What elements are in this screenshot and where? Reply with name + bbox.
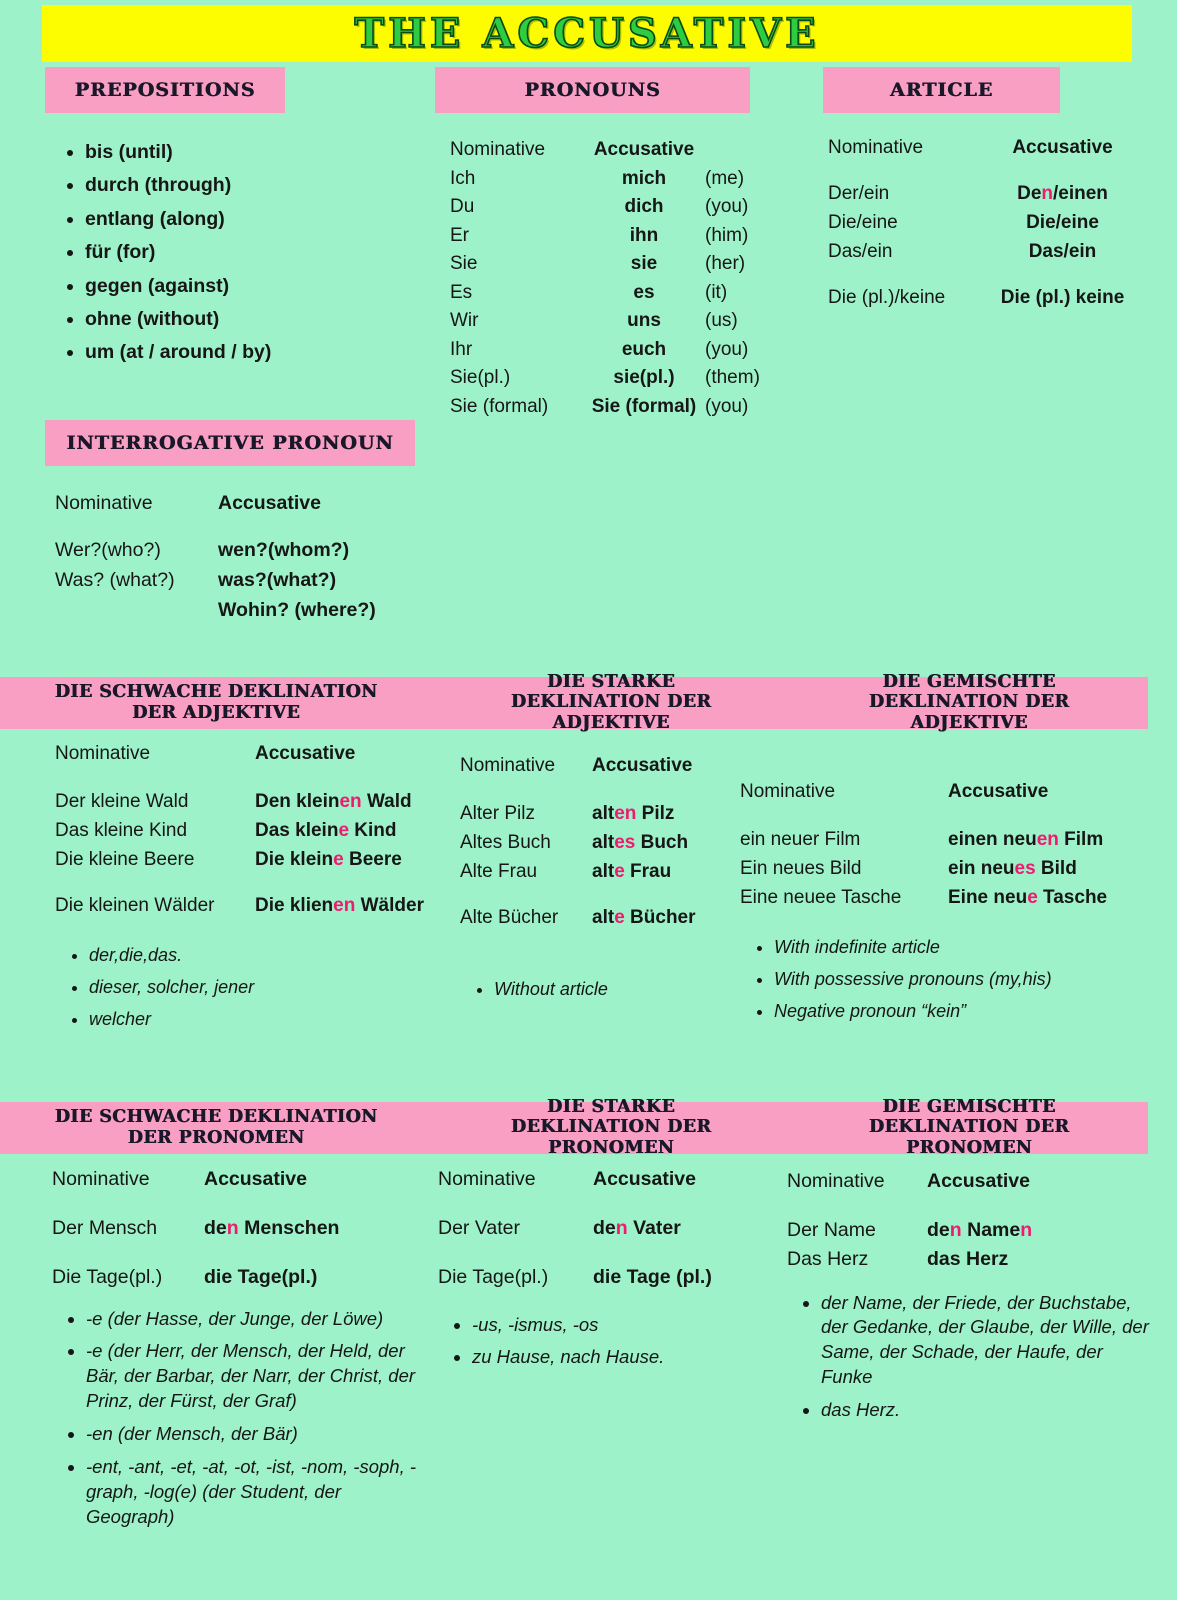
table-header-row (55, 492, 435, 515)
nominative-cell: Die Tage(pl.) (438, 1265, 549, 1288)
note-item: • -en (der Mensch, der Bär) (86, 1422, 430, 1447)
english-gloss-cell: (me) (705, 167, 745, 189)
english-gloss-cell: (you) (705, 338, 749, 360)
interrogative-pronoun-table (45, 492, 435, 622)
table-row (450, 196, 823, 218)
nominative-cell: Altes Buch (460, 831, 551, 853)
preposition-item: • durch (through) (85, 173, 309, 197)
accusative-cell: dich (624, 196, 664, 217)
note-item: • -e (der Hasse, der Junge, der Löwe) (86, 1307, 430, 1332)
accusative-cell: das Herz (927, 1247, 1009, 1270)
english-gloss-cell: (her) (705, 253, 746, 274)
table-row (450, 282, 823, 304)
weak-adjective-declension-header: DIE SCHWACHE DEKLINATION DER ADJEKTIVE (0, 677, 432, 729)
adjective-declension-band (0, 671, 1177, 733)
nominative-cell: Das Herz (787, 1247, 869, 1270)
note-item: • welcher (89, 1007, 430, 1031)
nominative-cell: Die kleinen Wälder (55, 894, 215, 916)
strong-noun-column (430, 1154, 775, 1539)
prepositions-column (0, 67, 435, 629)
table-row (55, 849, 430, 871)
table-row (52, 1266, 430, 1289)
nominative-column-label: Nominative (55, 742, 151, 764)
strong-noun-table (438, 1168, 775, 1289)
nominative-cell: Sie (450, 253, 478, 274)
table-header-row (787, 1170, 1149, 1193)
accusative-cell: Eine neue Tasche (948, 886, 1108, 908)
weak-noun-table (52, 1168, 430, 1289)
table-row (450, 225, 823, 247)
table-row (450, 168, 823, 190)
nominative-cell: Ich (450, 167, 476, 189)
note-item: • -ent, -ant, -et, -at, -ot, -ist, -nom, -soph, -graph, -log(e) (der Student, der Geograph) (86, 1455, 430, 1530)
note-item: • das Herz. (821, 1398, 1149, 1423)
nominative-cell: Er (450, 224, 469, 246)
nominative-column-label: Nominative (438, 1167, 536, 1190)
note-item: • -e (der Herr, der Mensch, der Held, der Bär, der Barbar, der Narr, der Christ, der Prinz, der Fürst, der Graf) (86, 1339, 430, 1414)
nominative-cell: Wer?(who?) (55, 538, 161, 561)
nominative-column-label: Nominative (740, 780, 836, 802)
english-gloss-cell: (him) (705, 224, 749, 246)
pronouns-table (435, 139, 823, 418)
accusative-cell: was?(what?) (218, 568, 337, 591)
table-row (460, 861, 730, 883)
title-banner (42, 5, 1132, 62)
pronouns-column (435, 67, 823, 629)
nominative-cell: Die Tage(pl.) (52, 1265, 163, 1288)
accusative-cell: euch (621, 338, 667, 360)
table-row (460, 803, 730, 825)
nominative-cell: Der Name (787, 1218, 876, 1241)
accusative-column-label: Accusative (218, 491, 321, 514)
table-row (55, 569, 435, 592)
nominative-cell: Alter Pilz (460, 802, 535, 824)
nominative-cell: Alte Bücher (460, 906, 559, 928)
mixed-noun-notes (799, 1291, 1149, 1424)
english-gloss-cell: (it) (705, 281, 728, 303)
table-row (438, 1266, 775, 1289)
accusative-cell: altes Buch (592, 831, 689, 853)
accusative-cell: die Tage(pl.) (204, 1265, 318, 1288)
accusative-cell: den Namen (927, 1218, 1033, 1241)
nominative-cell: Der kleine Wald (55, 790, 189, 812)
table-row (828, 212, 1147, 234)
accusative-cell: wen?(whom?) (218, 538, 350, 561)
table-row (450, 310, 823, 332)
mixed-noun-table (787, 1170, 1149, 1271)
preposition-item: • um (at / around / by) (85, 340, 309, 364)
table-row (740, 887, 1147, 909)
table-header-row (450, 139, 823, 161)
accusative-column-label: Accusative (593, 139, 695, 160)
accusative-column-label: Accusative (927, 1169, 1030, 1192)
table-header-row (52, 1168, 430, 1191)
weak-noun-column (0, 1154, 430, 1539)
preposition-item: • für (for) (85, 240, 309, 264)
accusative-cell: mich (621, 167, 667, 189)
note-item: • der Name, der Friede, der Buchstabe, der Gedanke, der Glaube, der Wille, der Same, der Schade, der Haufe, der Funke (821, 1291, 1149, 1391)
accusative-cell: Sie (formal) (591, 395, 697, 417)
table-row (450, 339, 823, 361)
mixed-noun-column (775, 1154, 1177, 1539)
table-header-row (740, 781, 1147, 803)
accusative-cell: die Tage (pl.) (593, 1265, 712, 1288)
noun-declension-section (0, 1154, 1177, 1539)
accusative-cell: Die/eine (1026, 212, 1099, 233)
accusative-cell: sie (630, 253, 658, 274)
pronouns-header: PRONOUNS (435, 67, 750, 113)
weak-adjective-table (55, 743, 430, 917)
table-row (450, 367, 823, 389)
note-item: • With possessive pronouns (my,his) (774, 967, 1147, 991)
table-row (438, 1217, 775, 1240)
accusative-column-label: Accusative (204, 1167, 307, 1190)
nominative-cell: Ein neues Bild (740, 857, 862, 879)
english-gloss-cell: (you) (705, 196, 749, 217)
accusative-cell: Das/ein (1028, 241, 1097, 262)
note-item: • With indefinite article (774, 935, 1147, 959)
accusative-cell: Die kleine Beere (255, 848, 402, 870)
english-gloss-cell: (us) (705, 310, 738, 331)
nominative-cell: Der/ein (828, 183, 890, 204)
table-header-row (55, 743, 430, 765)
nominative-column-label: Nominative (460, 754, 556, 776)
nominative-cell: Eine neuee Tasche (740, 886, 902, 908)
mixed-noun-declension-header: DIE GEMISCHTE DEKLINATION DER PRONOMEN (790, 1102, 1148, 1154)
nominative-cell: Was? (what?) (55, 568, 175, 591)
strong-adjective-column (430, 729, 730, 1040)
nominative-column-label: Nominative (55, 491, 153, 514)
table-row (460, 832, 730, 854)
nominative-cell: Die (pl.)/keine (828, 287, 946, 308)
mixed-adjective-notes (752, 935, 1147, 1024)
interrogative-pronoun-header: INTERROGATIVE PRONOUN (45, 420, 415, 466)
table-row (450, 396, 823, 418)
table-header-row (828, 137, 1147, 159)
nominative-column-label: Nominative (450, 139, 546, 160)
weak-noun-notes (64, 1307, 430, 1531)
table-row (828, 183, 1147, 205)
table-row (55, 895, 430, 917)
accusative-cell: alte Frau (592, 860, 672, 882)
accusative-column-label: Accusative (1012, 137, 1113, 158)
table-row (55, 820, 430, 842)
table-row (828, 287, 1147, 309)
accusative-cell: ihn (629, 224, 659, 246)
table-header-row (438, 1168, 775, 1191)
note-item: • der,die,das. (89, 943, 430, 967)
weak-noun-declension-header: DIE SCHWACHE DEKLINATION DER PRONOMEN (0, 1102, 432, 1154)
weak-adjective-column (0, 729, 430, 1040)
table-row (55, 791, 430, 813)
strong-noun-notes (450, 1313, 775, 1371)
mixed-adjective-declension-header: DIE GEMISCHTE DEKLINATION DER ADJEKTIVE (790, 677, 1148, 729)
accusative-column-label: Accusative (592, 754, 693, 776)
article-column (823, 67, 1177, 629)
accusative-cell: einen neuen Film (948, 828, 1104, 850)
strong-adjective-table (460, 755, 730, 929)
nominative-column-label: Nominative (52, 1167, 150, 1190)
page-title: THE ACCUSATIVE (354, 10, 820, 57)
nominative-cell: Es (450, 281, 473, 303)
note-item: • Without article (494, 977, 730, 1001)
weak-adjective-notes (67, 943, 430, 1032)
accusative-cell: Den kleinen Wald (255, 790, 412, 812)
accusative-cell: Wohin? (where?) (218, 598, 376, 621)
nominative-cell: Die/eine (828, 212, 898, 233)
accusative-cell: Das kleine Kind (255, 819, 397, 841)
nominative-cell: ein neuer Film (740, 828, 861, 850)
accusative-cell: Die (pl.) keine (1000, 287, 1125, 308)
mixed-adjective-column (730, 729, 1177, 1040)
accusative-cell: alte Bücher (592, 906, 696, 928)
prepositions-header: PREPOSITIONS (45, 67, 285, 113)
accusative-column-label: Accusative (948, 780, 1049, 802)
table-row (55, 539, 435, 562)
table-row (740, 829, 1147, 851)
table-row (828, 241, 1147, 263)
table-row (52, 1217, 430, 1240)
nominative-column-label: Nominative (828, 137, 924, 158)
article-header: ARTICLE (823, 67, 1060, 113)
nominative-cell: Der Mensch (52, 1216, 158, 1239)
article-table (823, 137, 1147, 309)
accusative-cell: den Menschen (204, 1216, 340, 1239)
table-row (787, 1248, 1149, 1271)
accusative-cell: Den/einen (1017, 183, 1108, 204)
nominative-cell: Das kleine Kind (55, 819, 188, 841)
nominative-cell: Der Vater (438, 1216, 520, 1239)
accusative-cell: alten Pilz (592, 802, 675, 824)
nominative-cell: Alte Frau (460, 860, 538, 882)
preposition-item: • ohne (without) (85, 307, 309, 331)
top-section (0, 67, 1177, 629)
table-row (787, 1219, 1149, 1242)
nominative-cell: Ihr (450, 338, 473, 360)
note-item: • Negative pronoun “kein” (774, 999, 1147, 1023)
noun-declension-band (0, 1096, 1177, 1158)
nominative-cell: Wir (450, 310, 479, 331)
note-item: • zu Hause, nach Hause. (472, 1345, 775, 1370)
preposition-item: • entlang (along) (85, 207, 309, 231)
table-row (460, 907, 730, 929)
mixed-adjective-table (740, 781, 1147, 909)
nominative-cell: Sie(pl.) (450, 367, 511, 388)
note-item: • dieser, solcher, jener (89, 975, 430, 999)
table-header-row (460, 755, 730, 777)
table-row (740, 858, 1147, 880)
nominative-cell: Sie (formal) (450, 395, 549, 417)
strong-adjective-notes (472, 977, 730, 1001)
english-gloss-cell: (you) (705, 395, 749, 417)
accusative-cell: uns (627, 310, 661, 331)
accusative-cell: den Vater (593, 1216, 681, 1239)
nominative-cell: Das/ein (828, 241, 893, 262)
accusative-column-label: Accusative (255, 742, 356, 764)
accusative-cell: es (633, 281, 655, 303)
nominative-cell: Du (450, 196, 475, 217)
accusative-cell: ein neues Bild (948, 857, 1077, 879)
table-row (450, 253, 823, 275)
english-gloss-cell: (them) (705, 367, 760, 388)
table-row (55, 599, 435, 622)
accusative-cell: Die klienen Wälder (255, 894, 424, 916)
adjective-declension-section (0, 729, 1177, 1040)
preposition-item: • bis (until) (85, 140, 309, 164)
prepositions-list (59, 140, 309, 365)
note-item: • -us, -ismus, -os (472, 1313, 775, 1338)
nominative-cell: Die kleine Beere (55, 848, 195, 870)
accusative-cell: sie(pl.) (613, 367, 675, 388)
strong-adjective-declension-header: DIE STARKE DEKLINATION DER ADJEKTIVE (432, 677, 790, 729)
preposition-item: • gegen (against) (85, 274, 309, 298)
accusative-column-label: Accusative (593, 1167, 696, 1190)
nominative-column-label: Nominative (787, 1169, 885, 1192)
strong-noun-declension-header: DIE STARKE DEKLINATION DER PRONOMEN (432, 1102, 790, 1154)
